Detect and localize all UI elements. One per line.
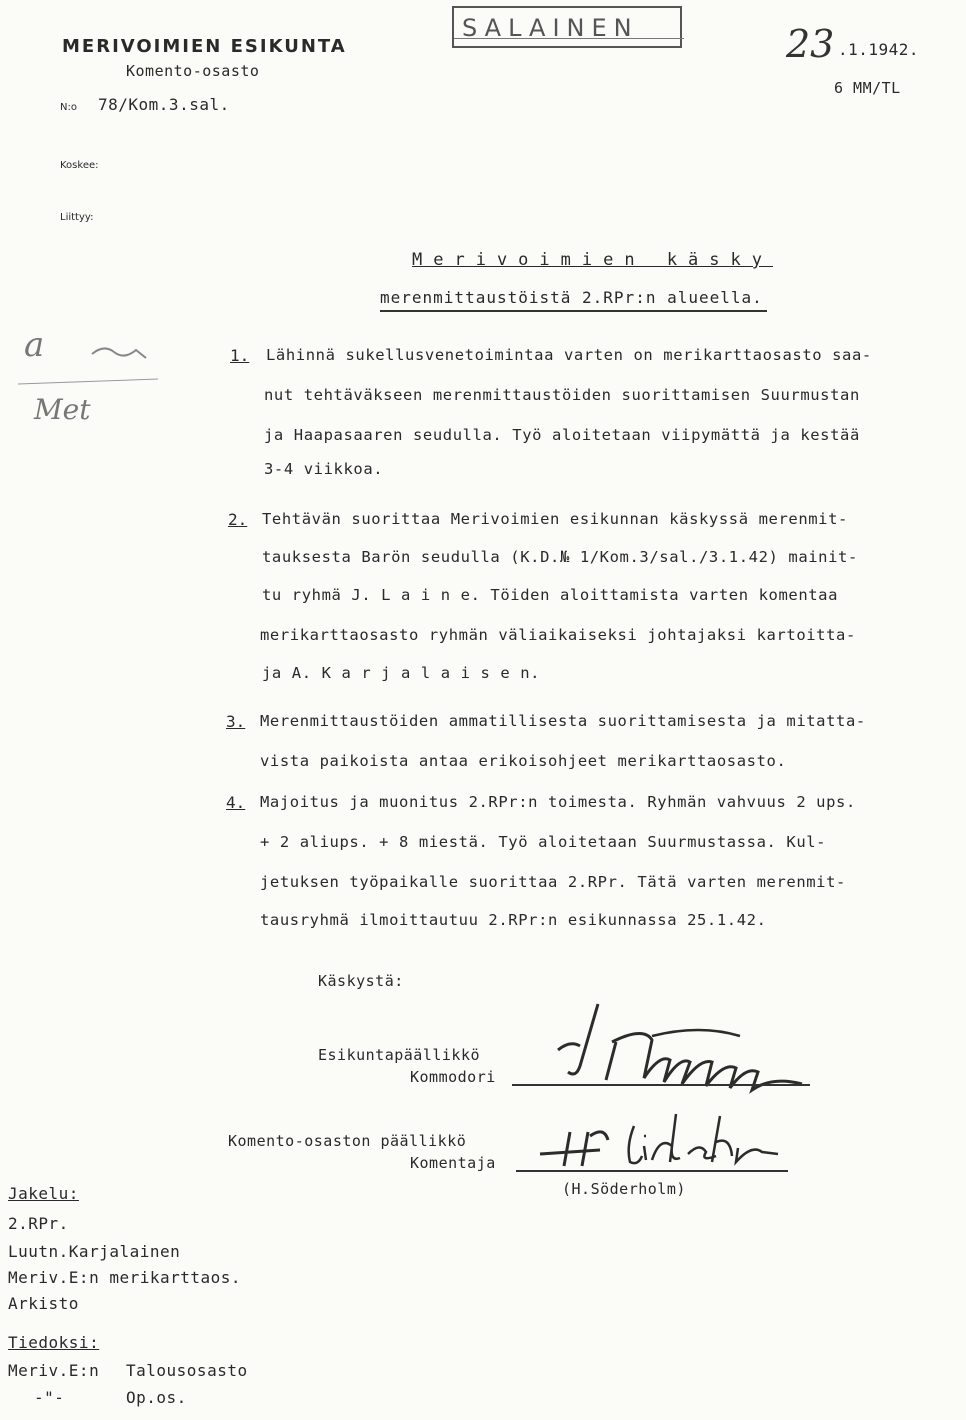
by-order-label: Käskystä: (318, 972, 404, 990)
signer-1-title: Esikuntapäällikkö (318, 1046, 481, 1064)
koskee-label: Koskee: (60, 160, 99, 171)
paragraph-number: 2. (228, 510, 248, 529)
distribution-item: Meriv.E:n merikarttaos. (8, 1268, 242, 1287)
distribution-item: 2.RPr. (8, 1214, 69, 1233)
document-number: 78/Kom.3.sal. (98, 95, 230, 114)
signature-2-line (516, 1170, 788, 1172)
margin-note-a: a (24, 325, 45, 365)
for-information-heading: Tiedoksi: (8, 1333, 100, 1352)
paragraph-line: vista paikoista antaa erikoisohjeet merikarttaosasto. (260, 752, 787, 770)
stamp-text: SALAINEN (462, 14, 639, 42)
distribution-item: Arkisto (8, 1294, 79, 1313)
date-month-year: .1.1942. (838, 40, 920, 59)
number-label: N:o (60, 102, 77, 113)
signature-1-line (512, 1084, 810, 1086)
distribution-heading: Jakelu: (8, 1184, 79, 1203)
paragraph-line: ja Haapasaaren seudulla. Työ aloitetaan viipymättä ja kestää (264, 426, 860, 444)
signer-1-rank: Kommodori (410, 1068, 496, 1086)
info-recipient-dept: Talousosasto (126, 1361, 248, 1380)
document-title: Merivoimien käsky (412, 250, 773, 270)
liittyy-label: Liittyy: (60, 212, 94, 223)
paragraph-line: jetuksen työpaikalle suorittaa 2.RPr. Tätä varten merenmit- (260, 873, 846, 891)
paragraph-line: ja A. K a r j a l a i s e n. (262, 664, 541, 682)
signature-2-handwritten (530, 1106, 790, 1180)
info-recipient-org: Meriv.E:n (8, 1361, 100, 1380)
info-recipient-org: -"- (34, 1388, 65, 1407)
paragraph-line: tu ryhmä J. L a i n e. Töiden aloittamista varten komentaa (262, 586, 839, 604)
paragraph-line: + 2 aliups. + 8 miestä. Työ aloitetaan Suurmustassa. Kul- (260, 833, 827, 851)
signer-2-name: (H.Söderholm) (562, 1180, 686, 1198)
paragraph-line: Lähinnä sukellusvenetoimintaa varten on merikarttaosasto saa- (266, 346, 872, 364)
paragraph-line: merikarttaosasto ryhmän väliaikaiseksi johtajaksi kartoitta- (260, 626, 856, 644)
paragraph-line: Majoitus ja muonitus 2.RPr:n toimesta. Ryhmän vahvuus 2 ups. (260, 793, 856, 811)
paragraph-number: 4. (226, 793, 246, 812)
paragraph-number: 1. (230, 346, 250, 365)
org-department: Komento-osasto (126, 62, 260, 80)
paragraph-line: 3-4 viikkoa. (264, 460, 384, 478)
signer-2-title: Komento-osaston päällikkö (228, 1132, 467, 1150)
document-subtitle: merenmittaustöistä 2.RPr:n alueella. (380, 288, 767, 312)
paragraph-line: tausryhmä ilmoittautuu 2.RPr:n esikunnassa 25.1.42. (260, 911, 767, 929)
paragraph-line: nut tehtäväkseen merenmittaustöiden suorittamisen Suurmustan (264, 386, 860, 404)
date-day-handwritten: 23 (786, 22, 835, 66)
signer-2-rank: Komentaja (410, 1154, 496, 1172)
margin-squiggle-mark (90, 340, 150, 368)
org-name: MERIVOIMIEN ESIKUNTA (62, 36, 347, 57)
info-recipient-dept: Op.os. (126, 1388, 187, 1407)
margin-note-met: Met (34, 393, 91, 426)
distribution-item: Luutn.Karjalainen (8, 1242, 181, 1261)
paragraph-line: Merenmittaustöiden ammatillisesta suorittamisesta ja mitatta- (260, 712, 866, 730)
classification-stamp (452, 6, 682, 48)
margin-divider-line (18, 379, 158, 385)
stamp-strike-line (454, 38, 684, 39)
paragraph-line: tauksesta Barön seudulla (K.D.№ 1/Kom.3/sal./3.1.42) mainit- (262, 548, 858, 566)
paragraph-line: Tehtävän suorittaa Merivoimien esikunnan käskyssä merenmit- (262, 510, 848, 528)
paragraph-number: 3. (226, 712, 246, 731)
reference-code: 6 MM/TL (834, 79, 901, 97)
